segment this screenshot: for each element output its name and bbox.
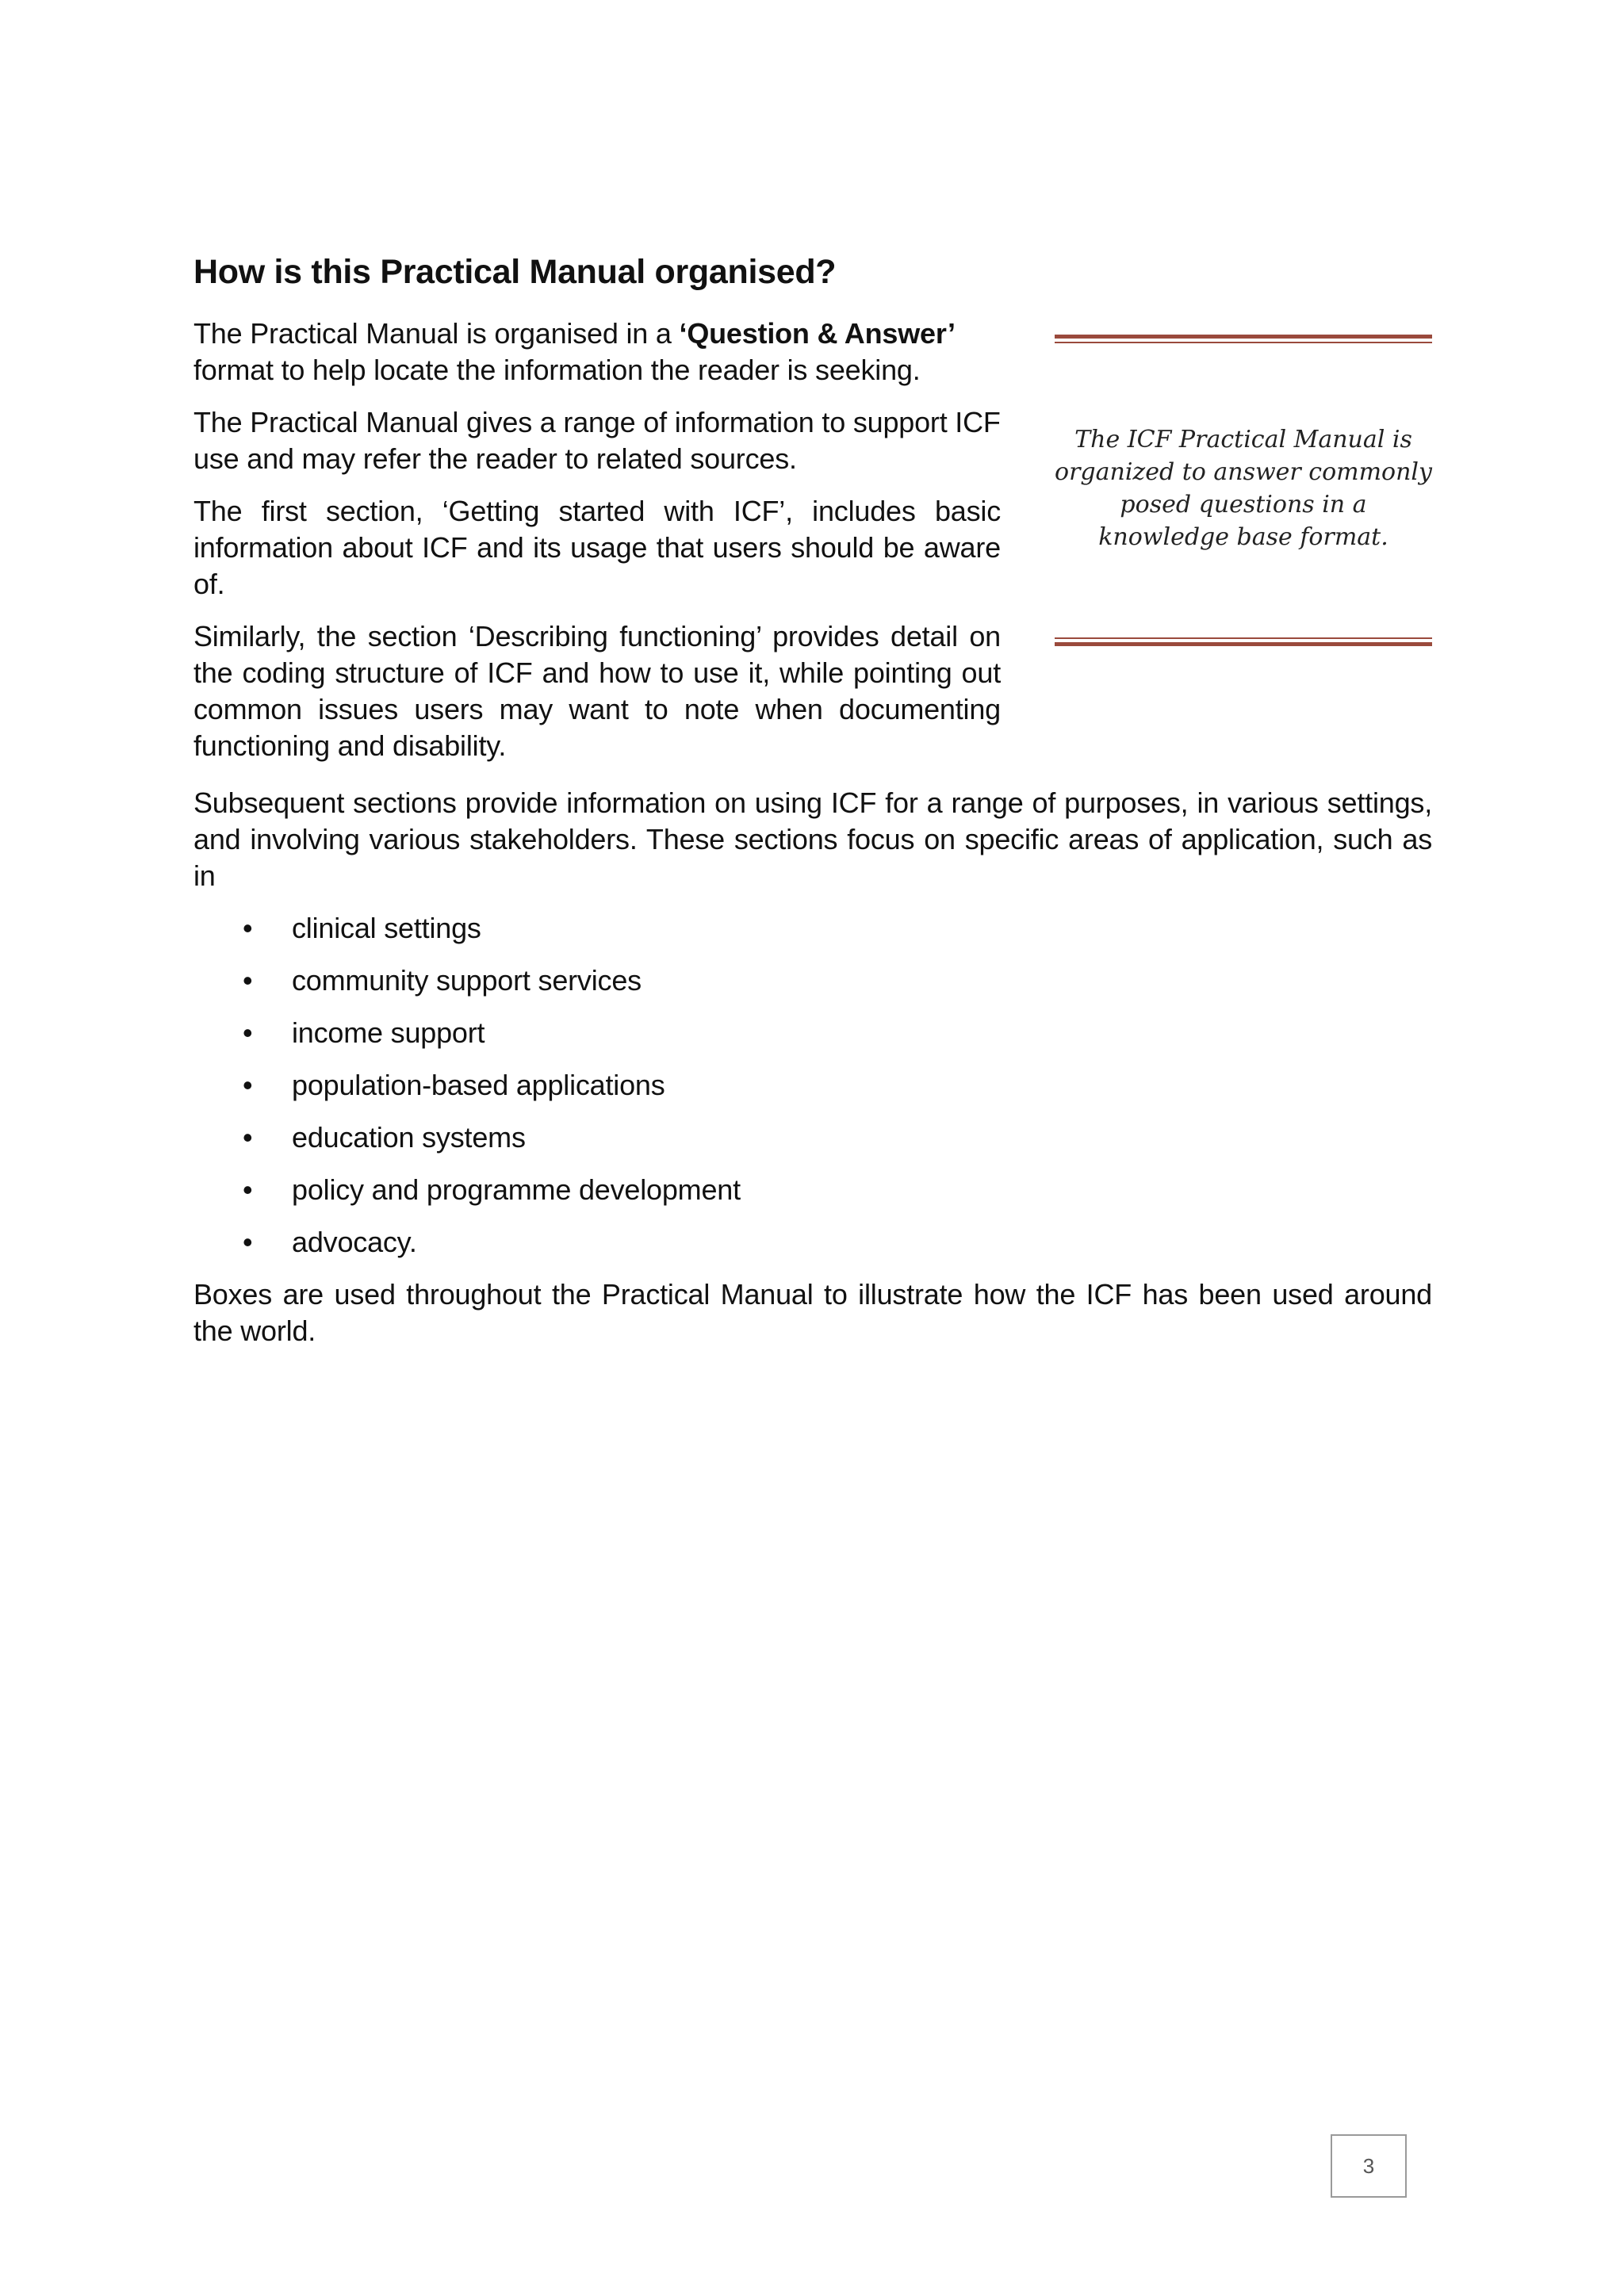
- list-item-text: clinical settings: [292, 912, 481, 944]
- list-item-text: population-based applications: [292, 1069, 665, 1101]
- sidebar-bottom-rule: [1055, 637, 1432, 647]
- paragraph-range: The Practical Manual gives a range of information to support ICF use and may refer the reader to related sources.: [193, 406, 1001, 475]
- bullet-icon: •: [243, 964, 253, 997]
- sidebar-callout: [1055, 335, 1432, 647]
- list-item: [193, 1067, 1432, 1104]
- bullet-icon: •: [243, 1016, 253, 1049]
- list-item: [193, 1172, 1432, 1208]
- bullet-icon: •: [243, 1173, 253, 1206]
- bullet-icon: •: [243, 1121, 253, 1154]
- bullet-icon: •: [243, 912, 253, 944]
- sidebar-quote: The ICF Practical Manual is organized to answer commonly posed questions in a knowledge base format.: [1055, 426, 1432, 551]
- list-item: [193, 1015, 1432, 1051]
- list-item-text: policy and programme development: [292, 1173, 741, 1206]
- paragraph-subsequent-sections: Subsequent sections provide information on using ICF for a range of purposes, in various settings, and involving various stakeholders. These sections focus on specific areas of application, such as in: [193, 786, 1432, 892]
- list-item-text: advocacy.: [292, 1226, 417, 1258]
- page-number: 3: [1331, 2134, 1407, 2198]
- page-heading: How is this Practical Manual organised?: [193, 253, 837, 291]
- paragraph-format-start: The Practical Manual is organised in a: [193, 317, 680, 350]
- list-item: [193, 1224, 1432, 1261]
- list-item: [193, 962, 1432, 999]
- main-column: [193, 785, 1432, 1349]
- list-item-text: community support services: [292, 964, 642, 997]
- bullet-icon: •: [243, 1226, 253, 1258]
- list-item: [193, 1119, 1432, 1156]
- paragraph-format-end: format to help locate the information the reader is seeking.: [193, 354, 921, 386]
- list-item: [193, 910, 1432, 947]
- paragraph-boxes: Boxes are used throughout the Practical Manual to illustrate how the ICF has been used around the world.: [193, 1278, 1432, 1347]
- question-answer-emphasis: ‘Question & Answer’: [679, 317, 956, 350]
- list-item-text: income support: [292, 1016, 485, 1049]
- paragraph-first-section: The first section, ‘Getting started with ICF’, includes basic information about ICF and its usage that users should be aware of.: [193, 495, 1001, 600]
- list-item-text: education systems: [292, 1121, 526, 1154]
- application-areas-list: [193, 910, 1432, 1261]
- sidebar-top-rule: [1055, 335, 1432, 344]
- intro-column: [193, 316, 1001, 764]
- paragraph-describing-functioning: Similarly, the section ‘Describing functioning’ provides detail on the coding structure of ICF and how to use it, while pointing out common issues users may want to note when documenting functioning and disability.: [193, 620, 1001, 762]
- bullet-icon: •: [243, 1069, 253, 1101]
- paragraph-format: [193, 316, 1001, 388]
